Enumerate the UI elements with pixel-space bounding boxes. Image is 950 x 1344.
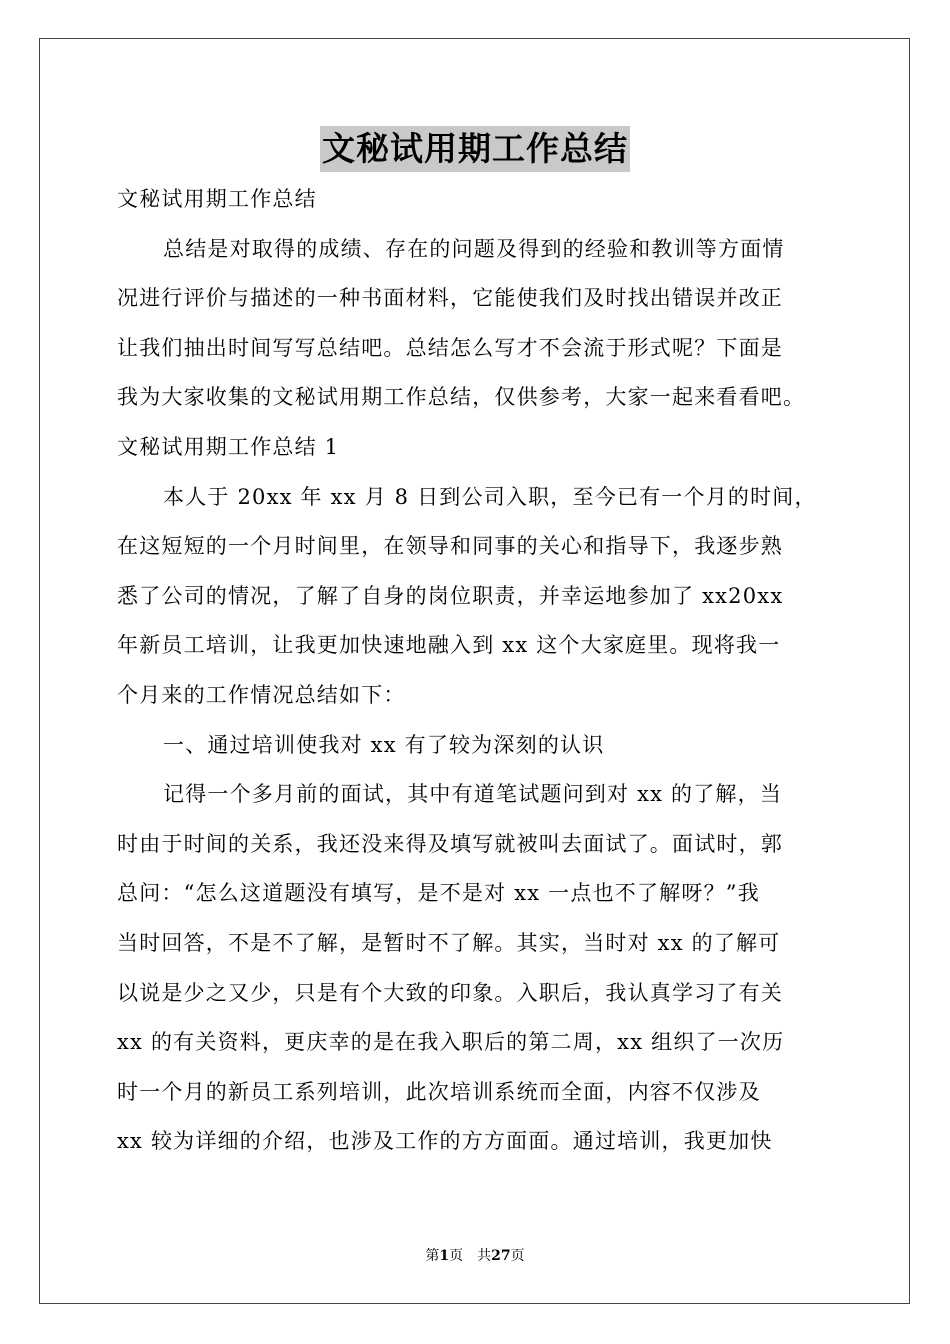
text-line: 本人于 20xx 年 xx 月 8 日到公司入职，至今已有一个月的时间， (163, 484, 817, 509)
text-line: 时由于时间的关系，我还没来得及填写就被叫去面试了。面试时，郭 (117, 831, 783, 856)
text-line: xx 较为详细的介绍，也涉及工作的方方面面。通过培训，我更加快 (117, 1129, 773, 1154)
text-line: 个月来的工作情况总结如下： (117, 682, 406, 707)
text-line: 年新员工培训，让我更加快速地融入到 xx 这个大家庭里。现将我一 (117, 633, 781, 658)
text-line: 况进行评价与描述的一种书面材料，它能使我们及时找出错误并改正 (117, 286, 783, 311)
page-footer (0, 1247, 950, 1265)
text-line: 文秘试用期工作总结 (117, 187, 317, 211)
text-line: 记得一个多月前的面试，其中有道笔试题问到对 xx 的了解，当 (163, 782, 783, 807)
text-line: xx 的有关资料，更庆幸的是在我入职后的第二周，xx 组织了一次历 (117, 1030, 785, 1055)
text-line: 时一个月的新员工系列培训，此次培训系统而全面，内容不仅涉及 (117, 1079, 761, 1104)
text-line: 总问：“怎么这道题没有填写，是不是对 xx 一点也不了解呀？”我 (117, 881, 760, 906)
text-line: 以说是少之又少，只是有个大致的印象。入职后，我认真学习了有关 (117, 980, 783, 1005)
text-line: 让我们抽出时间写写总结吧。总结怎么写才不会流于形式呢？下面是 (117, 335, 783, 360)
text-line: 总结是对取得的成绩、存在的问题及得到的经验和教训等方面情 (163, 236, 785, 261)
page-prefix: 第 (425, 1248, 440, 1264)
current-page-number: 1 (439, 1248, 450, 1264)
text-line: 文秘试用期工作总结 1 (117, 434, 340, 459)
total-page-count: 27 (491, 1248, 511, 1264)
document-body (117, 175, 842, 1167)
page-mid: 页 共 (449, 1248, 492, 1264)
document-title: 文秘试用期工作总结 (320, 126, 630, 172)
text-line: 悉了公司的情况，了解了自身的岗位职责，并幸运地参加了 xx20xx (117, 583, 784, 608)
text-line: 我为大家收集的文秘试用期工作总结，仅供参考，大家一起来看看吧。 (117, 385, 806, 410)
page-suffix: 页 (510, 1248, 525, 1264)
text-line: 在这短短的一个月时间里，在领导和同事的关心和指导下，我逐步熟 (117, 534, 783, 559)
text-line: 一、通过培训使我对 xx 有了较为深刻的认识 (163, 732, 605, 757)
text-line: 当时回答，不是不了解，是暂时不了解。其实，当时对 xx 的了解可 (117, 930, 781, 955)
document-title-block (0, 126, 950, 172)
